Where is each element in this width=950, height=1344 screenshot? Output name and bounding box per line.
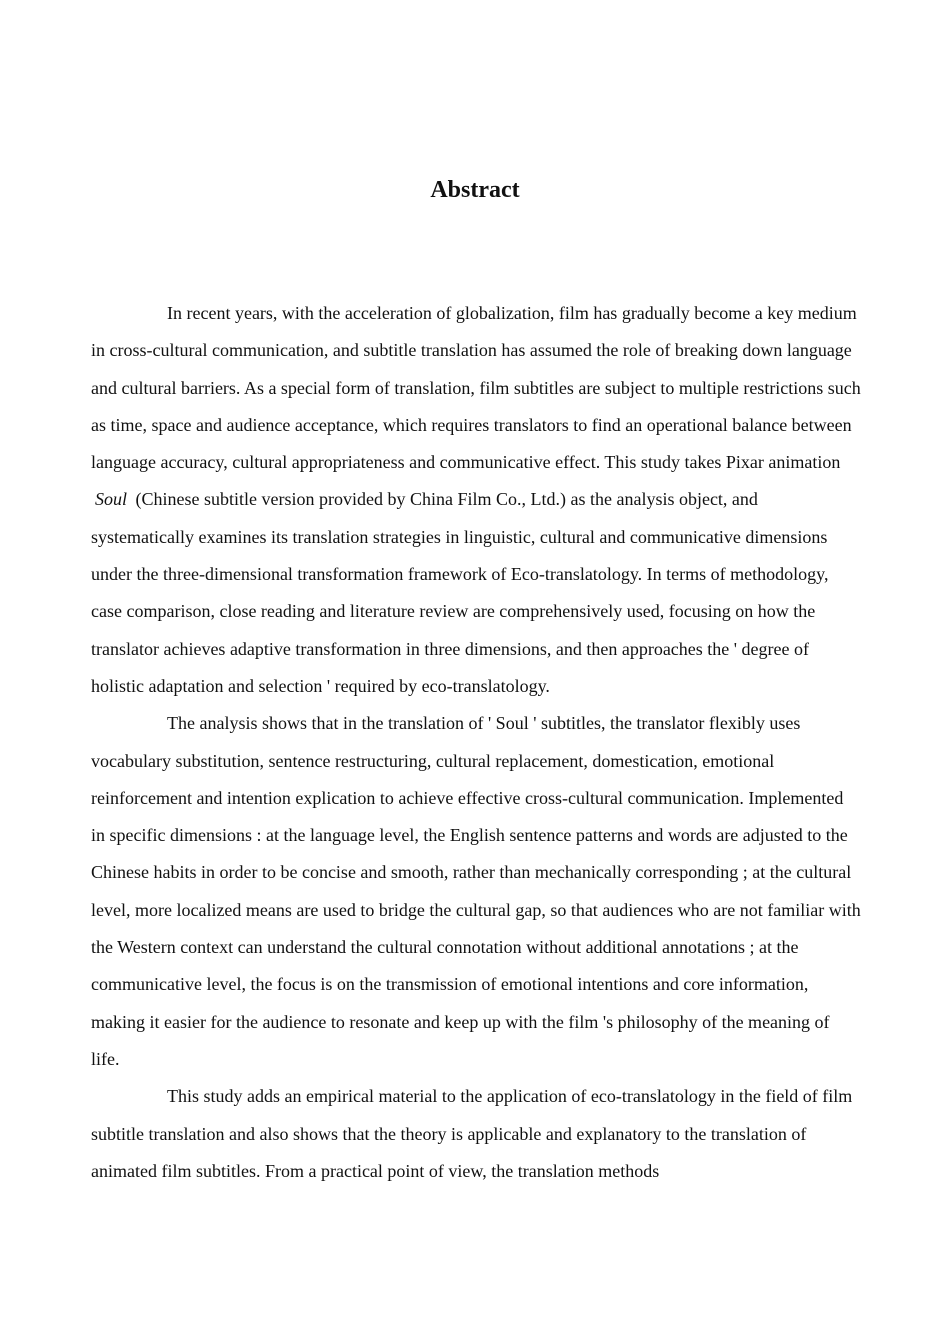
abstract-paragraph-2: The analysis shows that in the translation of ' Soul ' subtitles, the translator flexibly uses vocabulary substitution, sentence restructuring, cultural replacement, domestication, emotional reinforcement and intention explication to achieve effective cross-cultural communication. Implemented in specific dimensions : at the language level, the English sentence patterns and words are adjusted to the Chinese habits in order to be concise and smooth, rather than mechanically corresponding ; at the cultural level, more localized means are used to bridge the cultural gap, so that audiences who are not familiar with the Western context can understand the cultural connotation without additional annotations ; at the communicative level, the focus is on the transmission of emotional intentions and core information, making it easier for the audience to resonate and keep up with the film 's philosophy of the meaning of life.	[91, 713, 861, 1069]
abstract-heading: Abstract	[430, 177, 520, 203]
abstract-paragraph-1	[91, 295, 861, 705]
paragraph-1-text-after: (Chinese subtitle version provided by China Film Co., Ltd.) as the analysis object, and systematically examines its translation strategies in linguistic, cultural and communicative dimensions under the three-dimensional transformation framework of Eco-translatology. In terms of methodology, case comparison, close reading and literature review are comprehensively used, focusing on how the translator achieves adaptive transformation in three dimensions, and then approaches the ' degree of holistic adaptation and selection ' required by eco-translatology.	[91, 489, 829, 696]
abstract-paragraph-3: This study adds an empirical material to the application of eco-translatology in the field of film subtitle translation and also shows that the theory is applicable and explanatory to the translation of animated film subtitles. From a practical point of view, the translation methods	[91, 1086, 853, 1181]
abstract-body	[91, 295, 861, 1190]
film-title-italic: Soul	[95, 489, 128, 510]
paragraph-1-text-before: In recent years, with the acceleration of globalization, film has gradually become a key medium in cross-cultural communication, and subtitle translation has assumed the role of breaking down language and cultural barriers. As a special form of translation, film subtitles are subject to multiple restrictions such as time, space and audience acceptance, which requires translators to find an operational balance between language accuracy, cultural appropriateness and communicative effect. This study takes Pixar animation	[91, 303, 861, 473]
